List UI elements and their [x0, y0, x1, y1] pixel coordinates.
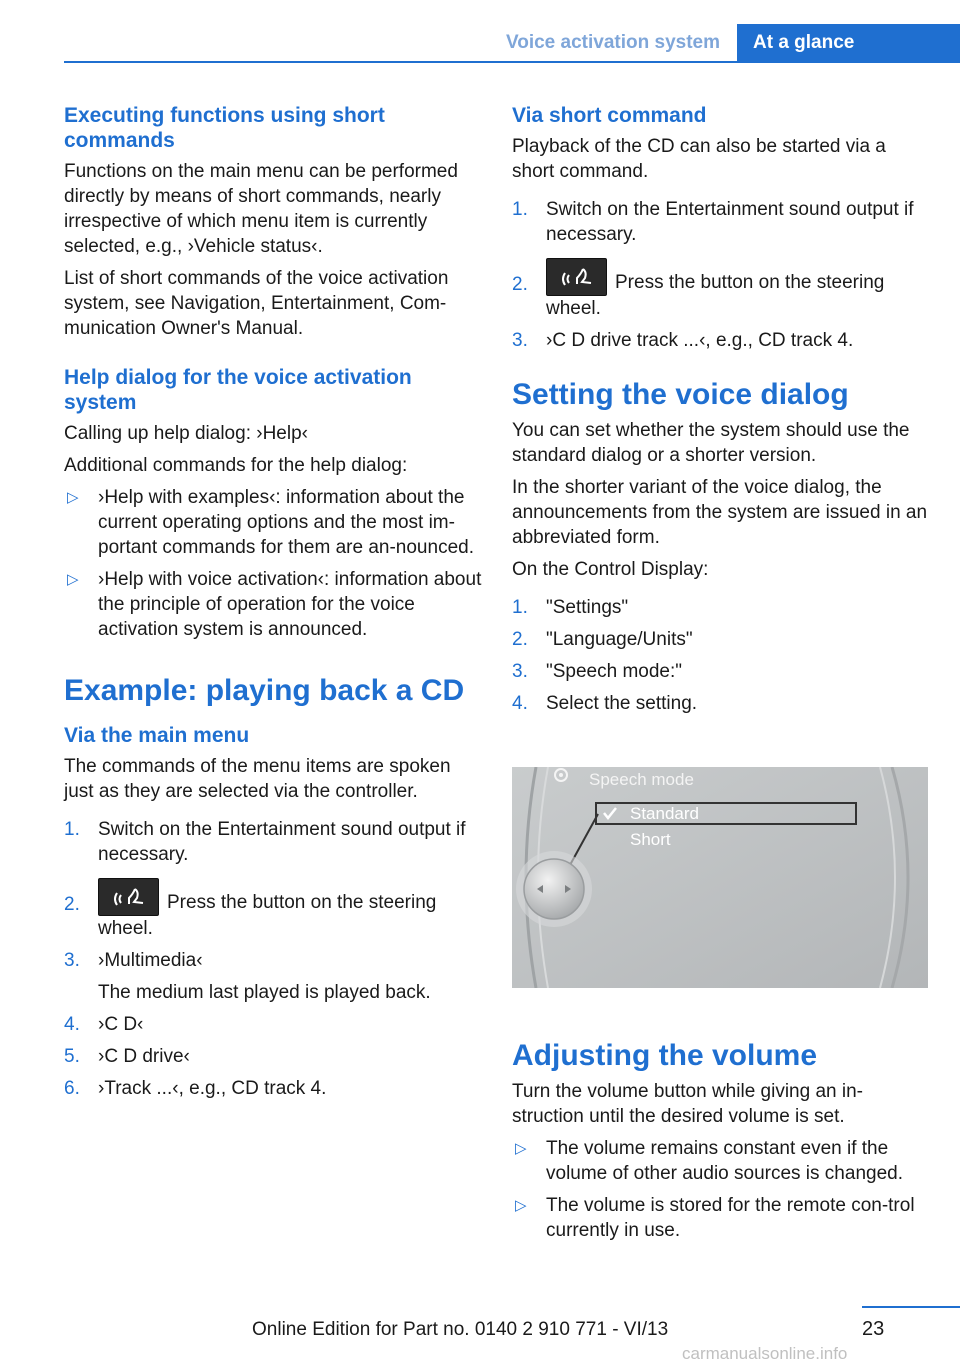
heading-volume: Adjusting the volume — [512, 1039, 818, 1072]
triangle-bullet-icon: ▷ — [67, 489, 79, 506]
list-item: ▷ ›Help with examples‹: information about the current operating options and the most im‐portant commands for them are an‐nounced. — [67, 487, 474, 558]
paragraph: Turn the volume button while giving an in‐struction until the desired volume is set. — [512, 1081, 863, 1127]
voice-dialog-steps — [512, 595, 932, 716]
list-item: ▷ The volume remains constant even if the volume of other audio sources is changed. — [515, 1138, 903, 1184]
list-item: 1. "Settings" — [512, 597, 629, 618]
heading-short-command: Via short command — [512, 104, 707, 127]
paragraph: On the Control Display: — [512, 559, 709, 580]
voice-button-icon — [546, 258, 607, 296]
header-rule — [64, 61, 960, 63]
screen-title: Speech mode — [589, 770, 694, 789]
heading-short-commands: Executing functions using short commands — [64, 104, 385, 152]
option-standard: Standard — [630, 804, 699, 823]
watermark: carmanualsonline.info — [682, 1344, 848, 1362]
voice-button-icon — [98, 878, 159, 916]
volume-section — [512, 1038, 932, 1243]
list-item: 4. Select the setting. — [512, 693, 698, 714]
list-item: 1. Switch on the Entertainment sound output if necessary. — [512, 199, 914, 245]
help-bullet-list — [64, 485, 484, 642]
list-item: 3. ›Multimedia‹ The medium last played is played back. — [64, 950, 431, 1003]
volume-bullet-list — [512, 1136, 932, 1243]
paragraph: Additional commands for the help dialog: — [64, 455, 408, 476]
edition-note: Online Edition for Part no. 0140 2 910 771 - VI/13 — [252, 1319, 669, 1340]
triangle-bullet-icon: ▷ — [515, 1197, 527, 1214]
page-number: 23 — [862, 1318, 885, 1340]
list-item: 4. ›C D‹ — [64, 1014, 144, 1035]
heading-example-cd: Example: playing back a CD — [64, 674, 465, 707]
short-command-steps — [512, 197, 932, 353]
paragraph: The commands of the menu items are spoken just as they are selected via the controller. — [64, 756, 451, 802]
left-column — [64, 103, 484, 1101]
triangle-bullet-icon: ▷ — [67, 571, 79, 588]
list-item: 3. "Speech mode:" — [512, 661, 683, 682]
heading-main-menu: Via the main menu — [64, 724, 250, 747]
control-display-screenshot — [512, 767, 928, 988]
header-chapter-tab: At a glance — [737, 24, 960, 63]
paragraph: Playback of the CD can also be started via a short command. — [512, 136, 886, 182]
right-column — [512, 103, 932, 716]
list-item: 2. Press the button on the steering wheel. — [64, 878, 484, 941]
paragraph: List of short commands of the voice activation system, see Navigation, Entertainment, Com‐munication Owner's Manual. — [64, 268, 449, 339]
list-item: 5. ›C D drive‹ — [64, 1046, 190, 1067]
triangle-bullet-icon: ▷ — [515, 1140, 527, 1157]
list-item: 2. Press the button on the steering wheel. — [512, 258, 932, 321]
header-section-title: Voice activation system — [505, 32, 720, 53]
heading-voice-dialog: Setting the voice dialog — [512, 378, 849, 411]
paragraph: Calling up help dialog: ›Help‹ — [64, 423, 308, 444]
list-item: 2. "Language/Units" — [512, 629, 693, 650]
control-display-artwork — [512, 767, 928, 988]
list-item: ▷ ›Help with voice activation‹: information about the principle of operation for the voice activation system is announced. — [67, 569, 482, 640]
footer-rule — [862, 1306, 960, 1308]
list-item: 1. Switch on the Entertainment sound output if necessary. — [64, 819, 466, 865]
paragraph: You can set whether the system should use the standard dialog or a shorter version. — [512, 420, 910, 466]
paragraph: In the shorter variant of the voice dialog, the announcements from the system are issued in an abbreviated form. — [512, 477, 928, 548]
paragraph: Functions on the main menu can be performed directly by means of short commands, nearly irrespective of which menu item is currently selected, e.g., ›Vehicle status‹. — [64, 161, 458, 257]
option-short: Short — [630, 830, 671, 849]
list-item: ▷ The volume is stored for the remote con‐trol currently in use. — [515, 1195, 915, 1241]
main-menu-steps — [64, 817, 484, 1101]
list-item: 3. ›C D drive track ...‹, e.g., CD track 4. — [512, 330, 854, 351]
list-item: 6. ›Track ...‹, e.g., CD track 4. — [64, 1078, 327, 1099]
heading-help-dialog: Help dialog for the voice activation system — [64, 366, 412, 414]
